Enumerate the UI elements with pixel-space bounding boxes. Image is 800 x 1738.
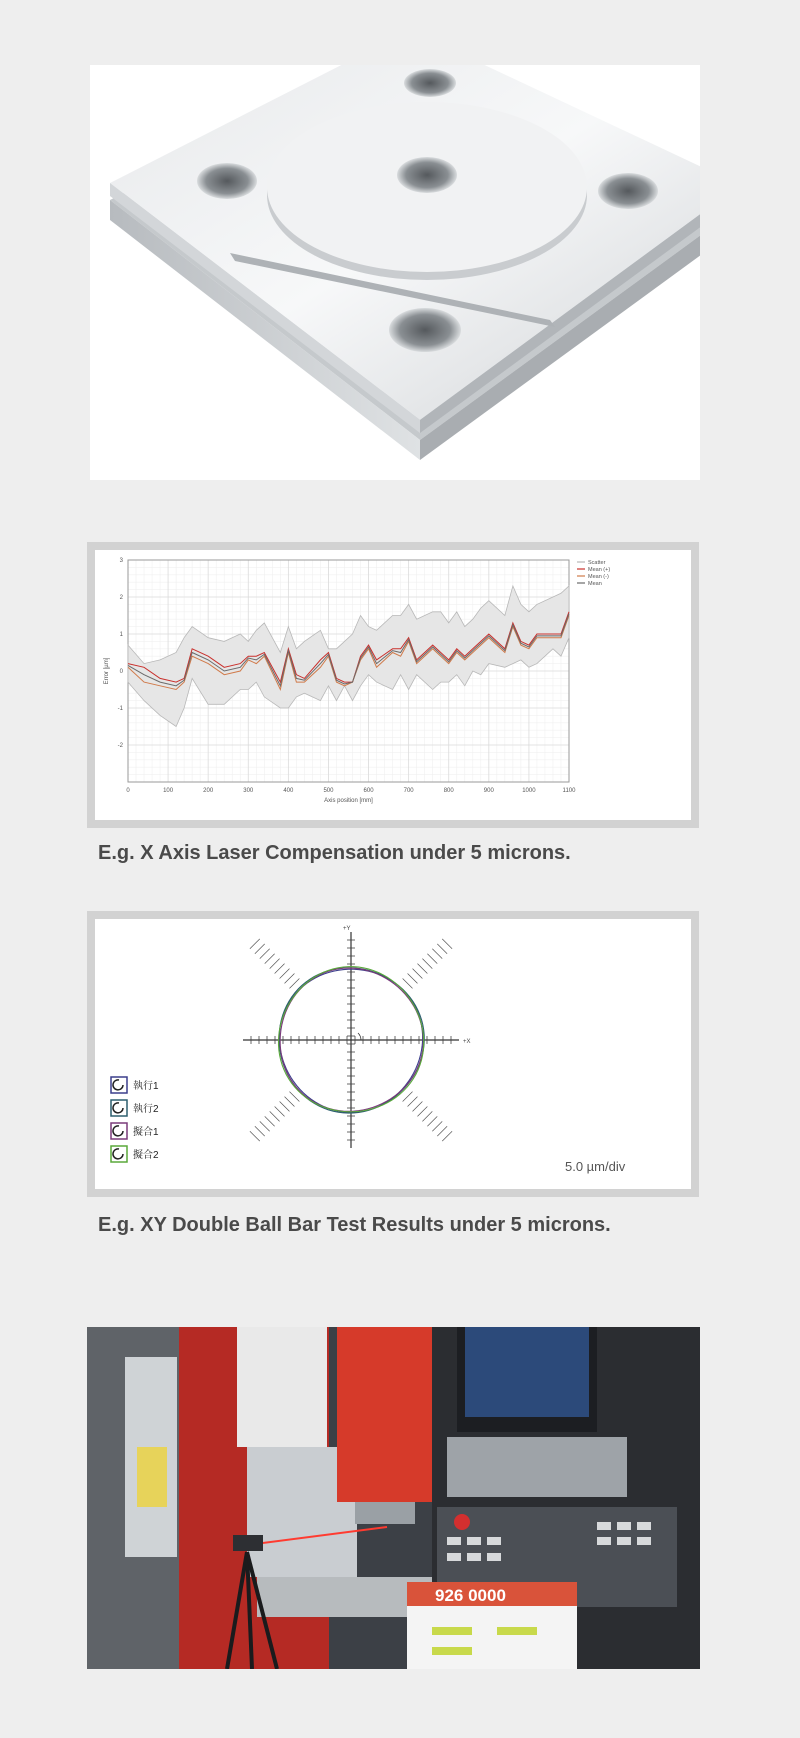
diagonal-tick [270,1111,280,1121]
ballbar-chart-frame [87,911,699,1197]
diagonal-tick [442,939,452,949]
diagonal-tick [417,964,427,974]
diagonal-tick [413,969,423,979]
y-tick-label: 1 [119,632,123,638]
diagonal-tick [413,1102,423,1112]
x-tick-label: 900 [483,788,494,794]
x-axis-label: Axis position [mm] [324,798,373,804]
diagonal-tick [442,1131,452,1141]
diagonal-tick [265,954,275,964]
y-tick-label: 3 [119,558,123,564]
diagonal-tick [280,969,290,979]
diagonal-tick [260,1121,270,1131]
diagonal-tick [289,978,299,988]
laser-caption: E.g. X Axis Laser Compensation under 5 microns. [98,842,571,864]
machined-plate-render-panel [90,65,700,480]
diagonal-tick [432,1121,442,1131]
diagonal-tick [280,1102,290,1112]
x-tick-label: 200 [203,788,214,794]
x-tick-label: 1000 [522,788,536,794]
x-tick-label: 700 [403,788,414,794]
x-tick-label: 600 [363,788,374,794]
diagonal-tick [422,959,432,969]
x-tick-label: 500 [323,788,334,794]
y-axis-label: +Y [343,926,351,932]
y-tick-label: 2 [119,595,123,601]
diagonal-tick [422,1111,432,1121]
x-tick-label: 1100 [562,788,576,794]
diagonal-tick [250,1131,260,1141]
y-tick-label: -1 [117,706,123,712]
legend-label: 執行1 [133,1081,159,1092]
scatter-band [128,586,569,727]
legend-label: 擬合1 [133,1127,159,1138]
legend-label: Mean (+) [588,567,611,573]
ballbar-test-chart [95,919,691,1189]
cnc-machine-photo [87,1327,700,1669]
diagonal-tick [408,1097,418,1107]
x-tick-label: 100 [163,788,174,794]
diagonal-tick [265,1116,275,1126]
legend-label: 執行2 [133,1104,159,1115]
diagonal-tick [289,1092,299,1102]
diagonal-tick [285,1097,295,1107]
diagonal-tick [427,954,437,964]
diagonal-tick [417,1106,427,1116]
cnc-machine-photo-icon [87,1327,700,1669]
legend-label: Mean [588,581,602,587]
diagonal-tick [255,1126,265,1136]
laser-compensation-chart [95,550,691,820]
diagonal-tick [437,1126,447,1136]
display-value: 926 0000 [435,1586,506,1605]
diagonal-tick [260,949,270,959]
x-axis-label: +X [463,1039,471,1045]
x-tick-label: 400 [283,788,294,794]
y-axis-label: Error [µm] [104,657,110,685]
diagonal-tick [275,964,285,974]
x-tick-label: 300 [243,788,254,794]
diagonal-tick [255,944,265,954]
y-tick-label: 0 [119,669,123,675]
diagonal-tick [403,1092,413,1102]
angle-arc [358,1033,361,1040]
diagonal-tick [403,978,413,988]
scale-label: 5.0 µm/div [565,1159,626,1174]
diagonal-tick [432,949,442,959]
diagonal-tick [427,1116,437,1126]
legend-label: Scatter [588,560,606,566]
diagonal-tick [408,974,418,984]
x-tick-label: 800 [443,788,454,794]
diagonal-tick [437,944,447,954]
machined-plate-render-icon [90,65,700,480]
diagonal-tick [285,974,295,984]
ballbar-caption: E.g. XY Double Ball Bar Test Results under 5 microns. [98,1214,611,1236]
legend-label: Mean (-) [588,574,609,580]
diagonal-tick [275,1106,285,1116]
laser-chart-frame [87,542,699,828]
x-tick-label: 0 [126,788,130,794]
diagonal-tick [270,959,280,969]
diagonal-tick [250,939,260,949]
y-tick-label: -2 [117,743,123,749]
legend-label: 擬合2 [133,1150,159,1161]
